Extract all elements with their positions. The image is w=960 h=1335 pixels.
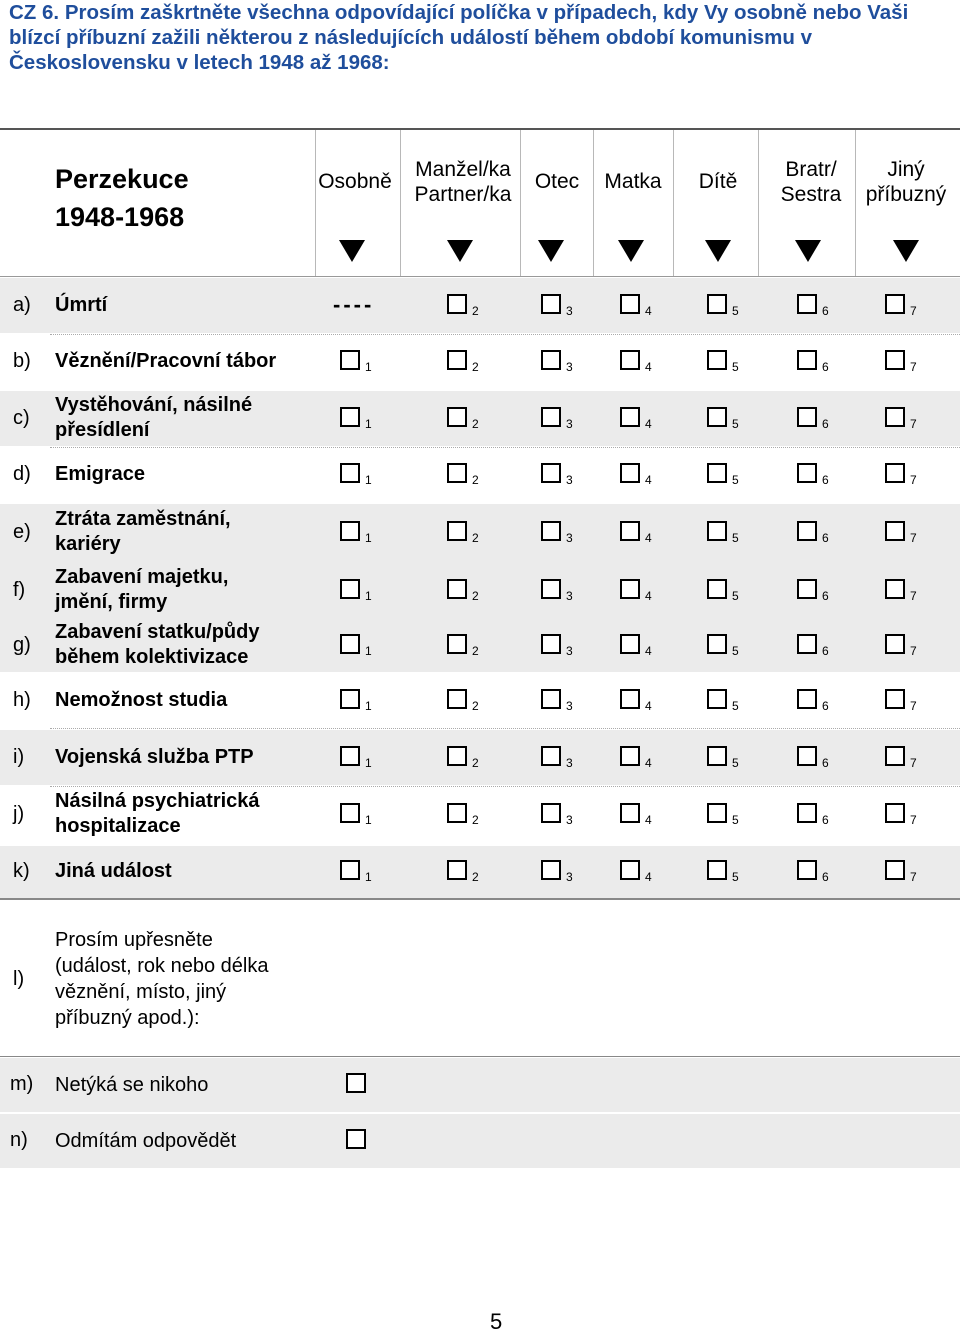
- checkbox-number: 4: [645, 531, 652, 545]
- question-text: [9, 0, 954, 75]
- row-separator: [50, 447, 960, 448]
- header-bottom-border: [0, 276, 960, 277]
- checkbox-number: 7: [910, 589, 917, 603]
- checkbox-number: 3: [566, 755, 573, 770]
- column-header-7: Jiný: [887, 158, 925, 181]
- checkbox-number: 6: [822, 473, 829, 487]
- checkbox-number: 2: [472, 589, 479, 603]
- checkbox[interactable]: [797, 860, 817, 880]
- checkbox[interactable]: [797, 350, 817, 370]
- table-top-border: [0, 128, 960, 130]
- checkbox[interactable]: [885, 579, 905, 599]
- checkbox[interactable]: [340, 579, 360, 599]
- checkbox[interactable]: [797, 294, 817, 314]
- checkbox-number: 1: [365, 699, 372, 713]
- checkbox-number: 6: [822, 303, 829, 318]
- checkbox-number: 6: [822, 870, 829, 884]
- checkbox-number: 3: [566, 473, 573, 487]
- checkbox-number: 3: [566, 531, 573, 545]
- checkbox[interactable]: [885, 803, 905, 823]
- checkbox[interactable]: [620, 294, 640, 314]
- down-arrow-icon: [618, 240, 644, 262]
- checkbox[interactable]: [447, 407, 467, 427]
- row-label: Vojenská služba PTP: [55, 745, 254, 768]
- checkbox[interactable]: [707, 860, 727, 880]
- checkbox-number: 6: [822, 699, 829, 713]
- row-label-line2: kariéry: [55, 533, 121, 555]
- row-label: Emigrace: [55, 463, 146, 485]
- extra-separator: [0, 1112, 960, 1113]
- column-header-2-line2: Partner/ka: [414, 183, 512, 206]
- checkbox[interactable]: [447, 579, 467, 599]
- checkbox-number: 1: [365, 416, 372, 431]
- checkbox-number: 4: [645, 813, 652, 827]
- checkbox-number: 5: [732, 303, 739, 318]
- row-letter: b): [13, 350, 31, 372]
- checkbox[interactable]: [346, 1073, 366, 1093]
- row-letter: a): [13, 293, 31, 316]
- row-label: Násilná psychiatrická: [55, 790, 260, 812]
- no-option-dashes: ----: [333, 291, 375, 317]
- checkbox-number: 5: [732, 813, 739, 827]
- checkbox-number: 3: [566, 416, 573, 431]
- row-label: Nemožnost studia: [55, 689, 228, 711]
- row-label-line2: jmění, firmy: [55, 591, 168, 613]
- checkbox[interactable]: [541, 521, 561, 541]
- checkbox[interactable]: [620, 634, 640, 654]
- row-label-line2: během kolektivizace: [55, 646, 249, 668]
- checkbox[interactable]: [620, 689, 640, 709]
- checkbox[interactable]: [340, 407, 360, 427]
- checkbox-number: 1: [365, 813, 372, 827]
- checkbox[interactable]: [447, 860, 467, 880]
- row-separator: [50, 786, 960, 787]
- checkbox-number: 5: [732, 589, 739, 603]
- checkbox[interactable]: [885, 294, 905, 314]
- checkbox[interactable]: [885, 521, 905, 541]
- header-column-divider: [673, 130, 674, 276]
- checkbox-number: 3: [566, 813, 573, 827]
- checkbox[interactable]: [797, 463, 817, 483]
- column-header-2: Manžel/ka: [415, 158, 511, 181]
- header-years: 1948-1968: [55, 202, 185, 232]
- checkbox-number: 4: [645, 755, 652, 770]
- checkbox[interactable]: [346, 1129, 366, 1149]
- checkbox[interactable]: [620, 746, 640, 766]
- checkbox-number: 7: [910, 699, 917, 713]
- header-title: Perzekuce: [55, 164, 189, 194]
- row-label: Zabavení majetku,: [55, 566, 229, 588]
- checkbox[interactable]: [447, 463, 467, 483]
- row-letter: f): [13, 579, 26, 601]
- checkbox-number: 5: [732, 644, 739, 658]
- checkbox-number: 4: [645, 589, 652, 603]
- row-letter: k): [13, 860, 30, 882]
- checkbox[interactable]: [541, 350, 561, 370]
- checkbox-number: 7: [910, 644, 917, 658]
- checkbox-number: 7: [910, 303, 917, 318]
- checkbox[interactable]: [541, 579, 561, 599]
- checkbox-number: 2: [472, 644, 479, 658]
- checkbox-number: 5: [732, 416, 739, 431]
- down-arrow-icon: [705, 240, 731, 262]
- specify-letter: l): [13, 968, 25, 990]
- specify-text-area[interactable]: [320, 910, 950, 1050]
- specify-instruction: příbuzný apod.):: [55, 1007, 200, 1029]
- row-label: Věznění/Pracovní tábor: [55, 350, 277, 372]
- checkbox-number: 6: [822, 589, 829, 603]
- checkbox[interactable]: [447, 689, 467, 709]
- checkbox-number: 1: [365, 589, 372, 603]
- checkbox[interactable]: [797, 407, 817, 427]
- question-body: Prosím zaškrtněte všechna odpovídající políčka v případech, kdy Vy osobně nebo Vaši blízcí příbuzní zažili některou z následujících událostí během období komunismu v Československu v letech 1948 až 1968:: [9, 1, 909, 74]
- row-separator: [50, 728, 960, 729]
- checkbox[interactable]: [541, 407, 561, 427]
- checkbox-number: 3: [566, 870, 573, 884]
- checkbox[interactable]: [797, 803, 817, 823]
- column-header-4: Matka: [604, 170, 662, 193]
- checkbox-number: 6: [822, 416, 829, 431]
- down-arrow-icon: [538, 240, 564, 262]
- checkbox[interactable]: [340, 521, 360, 541]
- row-label: Úmrtí: [55, 293, 108, 316]
- checkbox[interactable]: [707, 746, 727, 766]
- checkbox[interactable]: [707, 803, 727, 823]
- column-header-7-line2: příbuzný: [865, 183, 947, 206]
- checkbox-number: 7: [910, 870, 917, 884]
- checkbox-number: 5: [732, 755, 739, 770]
- checkbox[interactable]: [340, 803, 360, 823]
- row-letter: c): [13, 406, 30, 429]
- checkbox-number: 2: [472, 699, 479, 713]
- checkbox[interactable]: [707, 350, 727, 370]
- checkbox[interactable]: [447, 803, 467, 823]
- down-arrow-icon: [795, 240, 821, 262]
- row-letter: g): [13, 634, 31, 656]
- checkbox-number: 6: [822, 644, 829, 658]
- checkbox[interactable]: [797, 521, 817, 541]
- row-label: Ztráta zaměstnání,: [55, 508, 231, 530]
- checkbox-number: 3: [566, 644, 573, 658]
- checkbox-number: 1: [365, 644, 372, 658]
- checkbox-number: 1: [365, 870, 372, 884]
- checkbox-number: 5: [732, 699, 739, 713]
- checkbox[interactable]: [885, 689, 905, 709]
- checkbox[interactable]: [707, 407, 727, 427]
- checkbox[interactable]: [885, 407, 905, 427]
- checkbox-number: 4: [645, 416, 652, 431]
- checkbox-number: 7: [910, 813, 917, 827]
- checkbox[interactable]: [447, 521, 467, 541]
- checkbox[interactable]: [541, 634, 561, 654]
- rows-bottom-border: [0, 898, 960, 900]
- checkbox-number: 4: [645, 699, 652, 713]
- checkbox-number: 2: [472, 813, 479, 827]
- row-letter: d): [13, 463, 31, 485]
- row-label: Vystěhování, násilné: [55, 393, 253, 416]
- checkbox-number: 3: [566, 303, 573, 318]
- checkbox-number: 3: [566, 699, 573, 713]
- checkbox-number: 1: [365, 473, 372, 487]
- checkbox[interactable]: [797, 579, 817, 599]
- row-label: Zabavení statku/půdy: [55, 621, 260, 643]
- checkbox-number: 7: [910, 416, 917, 431]
- checkbox[interactable]: [340, 350, 360, 370]
- checkbox-number: 2: [472, 473, 479, 487]
- checkbox-number: 1: [365, 755, 372, 770]
- checkbox[interactable]: [620, 407, 640, 427]
- checkbox-number: 2: [472, 360, 479, 374]
- checkbox-number: 4: [645, 644, 652, 658]
- specify-instruction: (událost, rok nebo délka: [55, 955, 269, 977]
- checkbox[interactable]: [447, 350, 467, 370]
- checkbox[interactable]: [707, 294, 727, 314]
- checkbox-number: 5: [732, 870, 739, 884]
- checkbox[interactable]: [885, 634, 905, 654]
- checkbox[interactable]: [797, 689, 817, 709]
- checkbox[interactable]: [541, 860, 561, 880]
- checkbox-number: 7: [910, 755, 917, 770]
- checkbox-number: 7: [910, 531, 917, 545]
- down-arrow-icon: [447, 240, 473, 262]
- checkbox[interactable]: [340, 463, 360, 483]
- checkbox[interactable]: [541, 294, 561, 314]
- checkbox[interactable]: [541, 463, 561, 483]
- checkbox[interactable]: [541, 689, 561, 709]
- checkbox-number: 2: [472, 531, 479, 545]
- checkbox[interactable]: [885, 860, 905, 880]
- checkbox-number: 6: [822, 813, 829, 827]
- checkbox[interactable]: [620, 579, 640, 599]
- row-letter: j): [13, 803, 25, 825]
- page-number: 5: [490, 1309, 503, 1334]
- checkbox[interactable]: [620, 350, 640, 370]
- checkbox[interactable]: [885, 463, 905, 483]
- checkbox-number: 3: [566, 360, 573, 374]
- checkbox[interactable]: [447, 294, 467, 314]
- row-letter: i): [13, 745, 25, 768]
- column-header-6: Bratr/: [785, 158, 837, 181]
- checkbox[interactable]: [340, 746, 360, 766]
- header-column-divider: [593, 130, 594, 276]
- specify-bottom-border: [0, 1056, 960, 1057]
- checkbox-number: 5: [732, 473, 739, 487]
- checkbox[interactable]: [447, 634, 467, 654]
- checkbox-number: 7: [910, 473, 917, 487]
- checkbox-number: 6: [822, 360, 829, 374]
- checkbox-number: 6: [822, 531, 829, 545]
- row-label-line2: hospitalizace: [55, 815, 181, 837]
- checkbox[interactable]: [620, 521, 640, 541]
- down-arrow-icon: [893, 240, 919, 262]
- checkbox-number: 6: [822, 755, 829, 770]
- checkbox[interactable]: [797, 634, 817, 654]
- specify-instruction: věznění, místo, jiný: [55, 981, 227, 1003]
- down-arrow-icon: [339, 240, 365, 262]
- checkbox[interactable]: [541, 746, 561, 766]
- checkbox-number: 5: [732, 360, 739, 374]
- checkbox-number: 5: [732, 531, 739, 545]
- checkbox[interactable]: [541, 803, 561, 823]
- checkbox-number: 4: [645, 870, 652, 884]
- column-header-3: Otec: [534, 170, 580, 193]
- extra-label: Odmítám odpovědět: [55, 1130, 237, 1152]
- row-letter: e): [13, 521, 31, 543]
- header-column-divider: [315, 130, 316, 276]
- checkbox-number: 2: [472, 303, 479, 318]
- checkbox[interactable]: [797, 746, 817, 766]
- checkbox[interactable]: [620, 860, 640, 880]
- row-label: Jiná událost: [55, 860, 172, 882]
- checkbox[interactable]: [707, 579, 727, 599]
- checkbox[interactable]: [340, 634, 360, 654]
- row-separator: [50, 334, 960, 335]
- checkbox[interactable]: [707, 689, 727, 709]
- row-label-line2: přesídlení: [55, 418, 150, 441]
- column-header-1: Osobně: [318, 170, 392, 193]
- checkbox[interactable]: [707, 463, 727, 483]
- checkbox[interactable]: [340, 860, 360, 880]
- checkbox[interactable]: [620, 463, 640, 483]
- checkbox-number: 4: [645, 473, 652, 487]
- checkbox[interactable]: [707, 521, 727, 541]
- checkbox-number: 2: [472, 416, 479, 431]
- checkbox-number: 2: [472, 870, 479, 884]
- checkbox-number: 3: [566, 589, 573, 603]
- extra-label: Netýká se nikoho: [55, 1074, 209, 1096]
- checkbox[interactable]: [707, 634, 727, 654]
- row-letter: h): [13, 689, 31, 711]
- specify-instruction: Prosím upřesněte: [55, 929, 213, 951]
- question-number: CZ 6.: [9, 1, 60, 24]
- extra-letter: m): [10, 1073, 34, 1095]
- extra-letter: n): [10, 1129, 28, 1151]
- checkbox-number: 4: [645, 303, 652, 318]
- checkbox[interactable]: [885, 746, 905, 766]
- checkbox-number: 1: [365, 360, 372, 374]
- checkbox-number: 1: [365, 531, 372, 545]
- checkbox[interactable]: [885, 350, 905, 370]
- column-header-5: Dítě: [698, 170, 738, 193]
- checkbox-number: 4: [645, 360, 652, 374]
- checkbox-number: 2: [472, 755, 479, 770]
- checkbox[interactable]: [340, 689, 360, 709]
- checkbox[interactable]: [620, 803, 640, 823]
- column-header-6-line2: Sestra: [780, 183, 842, 206]
- checkbox[interactable]: [447, 746, 467, 766]
- checkbox-number: 7: [910, 360, 917, 374]
